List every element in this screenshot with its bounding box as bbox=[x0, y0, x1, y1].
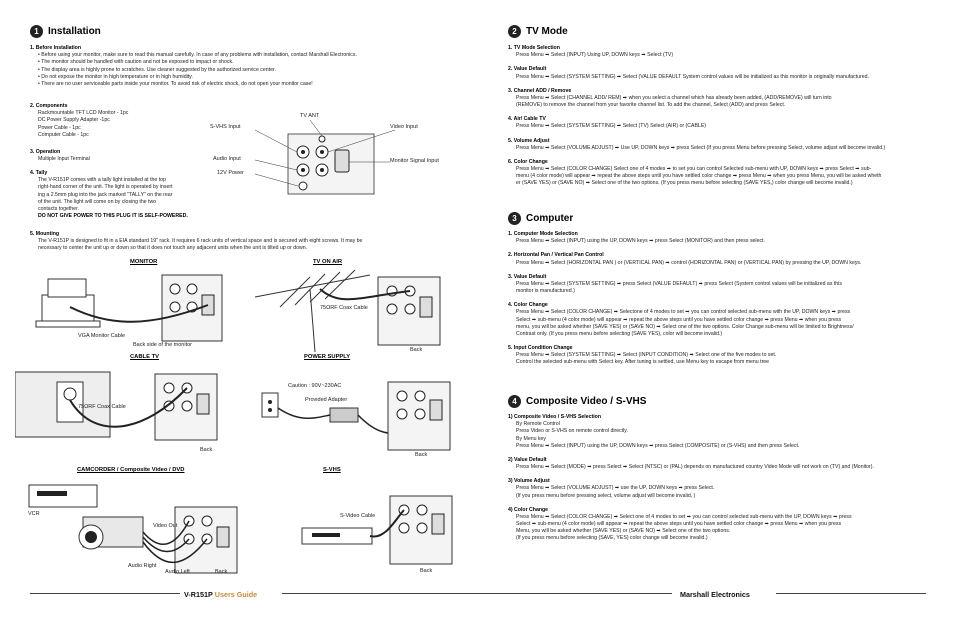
item-text: Press Menu ➡ Select (SYSTEM SETTING) ➡ Select (TV) Select (AIR) or (CABLE) bbox=[516, 123, 707, 130]
item-text: er (SAVE YES) or (SAVE NO) ➡ Select one of the two options. (If you press menu before selecting (SAVE YES,) color change will become invalid.) bbox=[516, 180, 853, 187]
item-text: Select ➡ sub-menu (4 color mode) will appear ➡ repeat the above steps until you have settled color change ➡ press Menu ➡ when you press bbox=[516, 316, 842, 323]
item-title: 5. Volume Adjust bbox=[508, 137, 550, 144]
mounting-section bbox=[30, 231, 420, 253]
vga-cable-label: VGA Monitor Cable bbox=[78, 333, 126, 339]
caution-label: Caution : 90V~230AC bbox=[288, 383, 342, 389]
tv-mode-content bbox=[508, 45, 938, 188]
computer-content bbox=[508, 231, 938, 367]
monitor-signal-input-label: Monitor Signal Input bbox=[390, 158, 439, 164]
item-text: By Menu key bbox=[516, 435, 546, 442]
12v-power-label: 12V Power bbox=[217, 170, 244, 176]
item-text: Press Menu ➡ Select (COLOR CHANGE) Select one of 4 modes ➡ to set you can control Selected sub-menu with UP, DOWN keys ➡ press Select ➡ sub- bbox=[516, 166, 872, 173]
tally-text bbox=[30, 177, 240, 213]
operation-section bbox=[30, 149, 230, 163]
item-title: 6. Color Change bbox=[508, 158, 548, 165]
svhs-diagram bbox=[300, 490, 460, 580]
item-text: (REMOVE) to remove the channel from your favorite channel list. To add the channel, Select (ADD) and press Select. bbox=[516, 102, 786, 109]
footer-guide: Users Guide bbox=[214, 589, 258, 599]
tally-line: The V-R151P comes with a tally light installed at the top bbox=[38, 177, 166, 184]
before-installation-list bbox=[30, 52, 400, 88]
camcorder-diagram bbox=[25, 477, 250, 577]
item-text: Press Menu ➡ Select (SYSTEM SETTING) ➡ Select (INPUT CONDITION) ➡ Select one of the five modes to set. bbox=[516, 352, 777, 359]
composite-content bbox=[508, 414, 938, 543]
tally-warning: DO NOT GIVE POWER TO THIS PLUG IT IS SELF-POWERED. bbox=[38, 213, 188, 220]
tally-line: ing a 2.5mm plug into the jack marked "TALLY" on the rear bbox=[38, 191, 173, 198]
item-title: 3. Channel ADD / Remove bbox=[508, 87, 572, 94]
item-text: Press Menu ➡ Select (COLOR CHANGE) ➡ Select one of 4 modes to set ➡ you can control selected sub-menu with the UP, DOWN keys ➡ press bbox=[516, 513, 852, 520]
back-label: Back bbox=[420, 568, 433, 574]
component-item: DC Power Supply Adapter -1pc bbox=[38, 117, 110, 124]
operation-list bbox=[30, 156, 230, 163]
audio-left-label: Audio Left bbox=[165, 569, 190, 575]
back-side-label: Back side of the monitor bbox=[133, 342, 193, 348]
item-text: Press Menu ➡ Select (MODE) ➡ press Select ➡ Select (NTSC) or (PAL) depends on manufactured country Video Mode will not work on (TV) and (Monitor). bbox=[516, 464, 874, 471]
svideo-cable-label: S-Video Cable bbox=[340, 513, 376, 519]
tally-line: right-hand corner of the unit. The light is operated by insert bbox=[38, 184, 173, 191]
camcorder-illustration bbox=[25, 477, 250, 577]
item-text: Press Menu ➡ Select (SYSTEM SETTING) ➡ Select (VALUE DEFAULT System control values will be initialized as this monitor is originally manufactured. bbox=[516, 73, 869, 80]
item-text: Menu, you will be asked whether (SAVE YES) or (SAVE NO) ➡ Select one of the two options. bbox=[516, 528, 731, 535]
item-text: Press Video or S-VHS on remote control directly. bbox=[516, 428, 628, 435]
item-text: Press Menu ➡ Select (VOLUME ADJUST) ➡ Use UP, DOWN keys ➡ press Select (If you press Menu before pressing Select, volume adjust will become invalid.) bbox=[516, 144, 886, 151]
item-title: 4. Color Change bbox=[508, 302, 548, 309]
operation-item: Multiple Input Terminal bbox=[38, 156, 90, 163]
item-text: (If you press menu before selecting (SAVE, YES) color change will become invalid.) bbox=[516, 535, 708, 542]
monitor-connection-diagram bbox=[30, 267, 240, 352]
item-text: Press Menu ➡ Select (INPUT) Using UP, DOWN keys ➡ Select (TV) bbox=[516, 52, 674, 59]
item-text: Press Menu ➡ Select (CHANNEL ADD/ REM) ➡ when you select a channel which has already been added, (ADD/REMOVE) will turn into bbox=[516, 94, 832, 101]
monitor-illustration bbox=[30, 267, 240, 352]
tv-mode-heading bbox=[508, 25, 568, 38]
item-title: 2) Value Default bbox=[508, 456, 547, 463]
item-text: Press Menu ➡ Select (INPUT) using the UP, DOWN keys ➡ press Select (MONITOR) and then press select. bbox=[516, 238, 765, 245]
svhs-input-label: S-VHS Input bbox=[210, 124, 241, 130]
components-list bbox=[30, 110, 230, 139]
svhs-illustration bbox=[300, 490, 460, 580]
cable-tv-diagram bbox=[15, 362, 240, 457]
video-out-label: Video Out bbox=[153, 523, 178, 529]
section-number-badge: 2 bbox=[508, 25, 521, 38]
installation-title: Installation bbox=[48, 26, 101, 37]
mounting-line: necessary to center the unit up or down so that it does not touch any adjacent units when the unit is tilted up or down. bbox=[38, 245, 308, 252]
item-text: Press Menu ➡ Select (COLOR CHANGE) ➡ Selectone of 4 modes to set ➡ you can control selected sub-menu with the UP, DOWN keys ➡ press bbox=[516, 309, 851, 316]
section-number-badge: 1 bbox=[30, 25, 43, 38]
component-item: Computer Cable - 1pc bbox=[38, 131, 89, 138]
footer-rule-left bbox=[30, 593, 180, 594]
audio-input-label: Audio Input bbox=[213, 156, 241, 162]
tv-ant-label: TV ANT bbox=[300, 113, 320, 119]
coax-cable-label: 75ΩRF Coax Cable bbox=[78, 404, 126, 410]
footer-brand: Marshall Electronics bbox=[680, 589, 750, 599]
section-number-badge: 4 bbox=[508, 395, 521, 408]
audio-right-label: Audio Right bbox=[128, 563, 157, 569]
item-text: menu (4 color mode) will appear ➡ repeat the above steps until you have settled color change ➡ press Menu ➡ when you press Menu, you will be asked wheth bbox=[516, 173, 882, 180]
item-text: menu, you will be asked whether (SAVE YES) or (SAVE NO) ➡ Select one of the two options. Color Change sub-menu will be limited to Brightness/ bbox=[516, 323, 854, 330]
tv-mode-title: TV Mode bbox=[526, 26, 568, 37]
item-title: 1. TV Mode Selection bbox=[508, 45, 560, 51]
item-text: Select ➡ sub-menu (4 color mode) will appear ➡ repeat the above steps until you have settled color change ➡ press Menu ➡ when you press bbox=[516, 521, 842, 528]
composite-title: Composite Video / S-VHS bbox=[526, 396, 647, 407]
camcorder-diagram-title: CAMCORDER / Composite Video / DVD bbox=[77, 467, 185, 473]
rear-panel-diagram bbox=[210, 112, 450, 202]
footer-rule-center bbox=[282, 593, 672, 594]
mounting-text bbox=[30, 238, 420, 252]
item-text: monitor is manufactured.) bbox=[516, 288, 575, 295]
components-section bbox=[30, 103, 230, 139]
back-label: Back bbox=[215, 569, 228, 575]
item-title: 2. Value Default bbox=[508, 66, 547, 73]
component-item: Power Cable - 1pc bbox=[38, 124, 81, 131]
item-text: Press Menu ➡ Select (HORIZONTAL PAN ) or (VERTICAL PAN) ➡ control (HORIZONTAL PAN) or (VERTICAL PAN) by pressing the UP, DOWN keys. bbox=[516, 259, 862, 266]
item-title: 1. Computer Mode Selection bbox=[508, 231, 578, 237]
item-text: By Remote Control bbox=[516, 421, 560, 428]
mounting-title: 5. Mounting bbox=[30, 231, 60, 237]
mounting-line: The V-R151P is designed to fit in a EIA standard 19" rack. It requires 6 rack units of vertical space and is secured with eight screws. It may be bbox=[38, 238, 363, 245]
vcr-label: VCR bbox=[28, 511, 40, 517]
item-text: Control the selected sub-menu with Select key. After tuning is settled, use Menu key to escape from menu tree bbox=[516, 359, 770, 366]
item-text: Press Menu ➡ Select (INPUT) using the UP, DOWN keys ➡ press Select (COMPOSITE) or (S-VHS) and then press Select. bbox=[516, 442, 800, 449]
item-text: (If you press menu before pressing select, volume adjust will become invalid, ) bbox=[516, 492, 696, 499]
bullet-item: • The display area is highly prone to scratches. Use cleaner suggested by the authorized service center. bbox=[38, 66, 276, 73]
bullet-item: • There are no user serviceable parts inside your monitor. To avoid risk of electric shock, do not open your monitor case! bbox=[38, 80, 313, 87]
footer-rule-right bbox=[776, 593, 926, 594]
item-title: 3. Value Default bbox=[508, 273, 547, 280]
item-title: 1) Composite Video / S-VHS Selection bbox=[508, 414, 602, 420]
item-title: 4. Air/ Cable TV bbox=[508, 116, 546, 123]
before-installation-title: 1. Before Installation bbox=[30, 45, 82, 51]
video-input-label: Video Input bbox=[390, 124, 418, 130]
tv-on-air-diagram-title: TV ON AIR bbox=[313, 259, 343, 265]
monitor-diagram-title: MONITOR bbox=[130, 259, 158, 265]
operation-title: 3. Operation bbox=[30, 149, 61, 155]
power-supply-illustration bbox=[260, 378, 460, 463]
installation-heading bbox=[30, 25, 101, 38]
bullet-item: • The monitor should be handled with caution and not be exposed to impact or shock. bbox=[38, 59, 234, 66]
footer-model: V-R151P bbox=[184, 589, 213, 599]
antenna-illustration bbox=[250, 267, 450, 357]
svhs-diagram-title: S-VHS bbox=[323, 467, 341, 473]
back-label: Back bbox=[415, 452, 428, 458]
item-text: Press Menu ➡ Select (VOLUME ADJUST) ➡ use the UP, DOWN keys ➡ press Select. bbox=[516, 485, 715, 492]
item-title: 2. Horizontal Pan / Vertical Pan Control bbox=[508, 252, 604, 259]
installation-section-1 bbox=[30, 45, 400, 88]
cable-tv-illustration bbox=[15, 362, 240, 457]
tv-on-air-diagram bbox=[250, 267, 450, 357]
power-supply-diagram bbox=[260, 378, 460, 463]
component-item: Rackmountable TFT LCD Monitor - 1pc bbox=[38, 110, 129, 117]
bullet-item: • Before using your monitor, make sure to read this manual carefully. In case of any problems with installation, contact Marshall Electronics. bbox=[38, 52, 357, 59]
item-text: Contrast only. (If you press menu before selecting (SAVE YES), color will become invalid.) bbox=[516, 330, 723, 337]
tally-section bbox=[30, 170, 240, 220]
item-title: 5. Input Condition Change bbox=[508, 345, 573, 352]
tally-title: 4. Tally bbox=[30, 170, 48, 176]
item-title: 4) Color Change bbox=[508, 506, 549, 513]
composite-heading bbox=[508, 395, 646, 408]
coax-cable-label: 75ΩRF Coax Cable bbox=[320, 305, 368, 311]
cable-tv-diagram-title: CABLE TV bbox=[130, 354, 159, 360]
back-label: Back bbox=[410, 347, 423, 353]
computer-heading bbox=[508, 212, 573, 225]
back-label: Back bbox=[200, 447, 213, 453]
computer-title: Computer bbox=[526, 213, 574, 224]
footer-left bbox=[184, 586, 257, 602]
item-text: Press Menu ➡ Select (SYSTEM SETTING) ➡ press Select (VALUE DEFAULT) ➡ press Select (System control values will be initialized as this bbox=[516, 280, 842, 287]
components-title: 2. Components bbox=[30, 103, 68, 109]
provided-adapter-label: Provided Adapter bbox=[305, 397, 348, 403]
tally-line: of the unit. The light will come on by closing the two bbox=[38, 198, 157, 205]
power-supply-diagram-title: POWER SUPPLY bbox=[304, 354, 351, 360]
section-number-badge: 3 bbox=[508, 212, 521, 225]
bullet-item: • Do not expose the monitor in high temperature or in high humidity. bbox=[38, 73, 193, 80]
tally-line: contacts together. bbox=[38, 205, 79, 212]
item-title: 3) Volume Adjust bbox=[508, 478, 550, 485]
